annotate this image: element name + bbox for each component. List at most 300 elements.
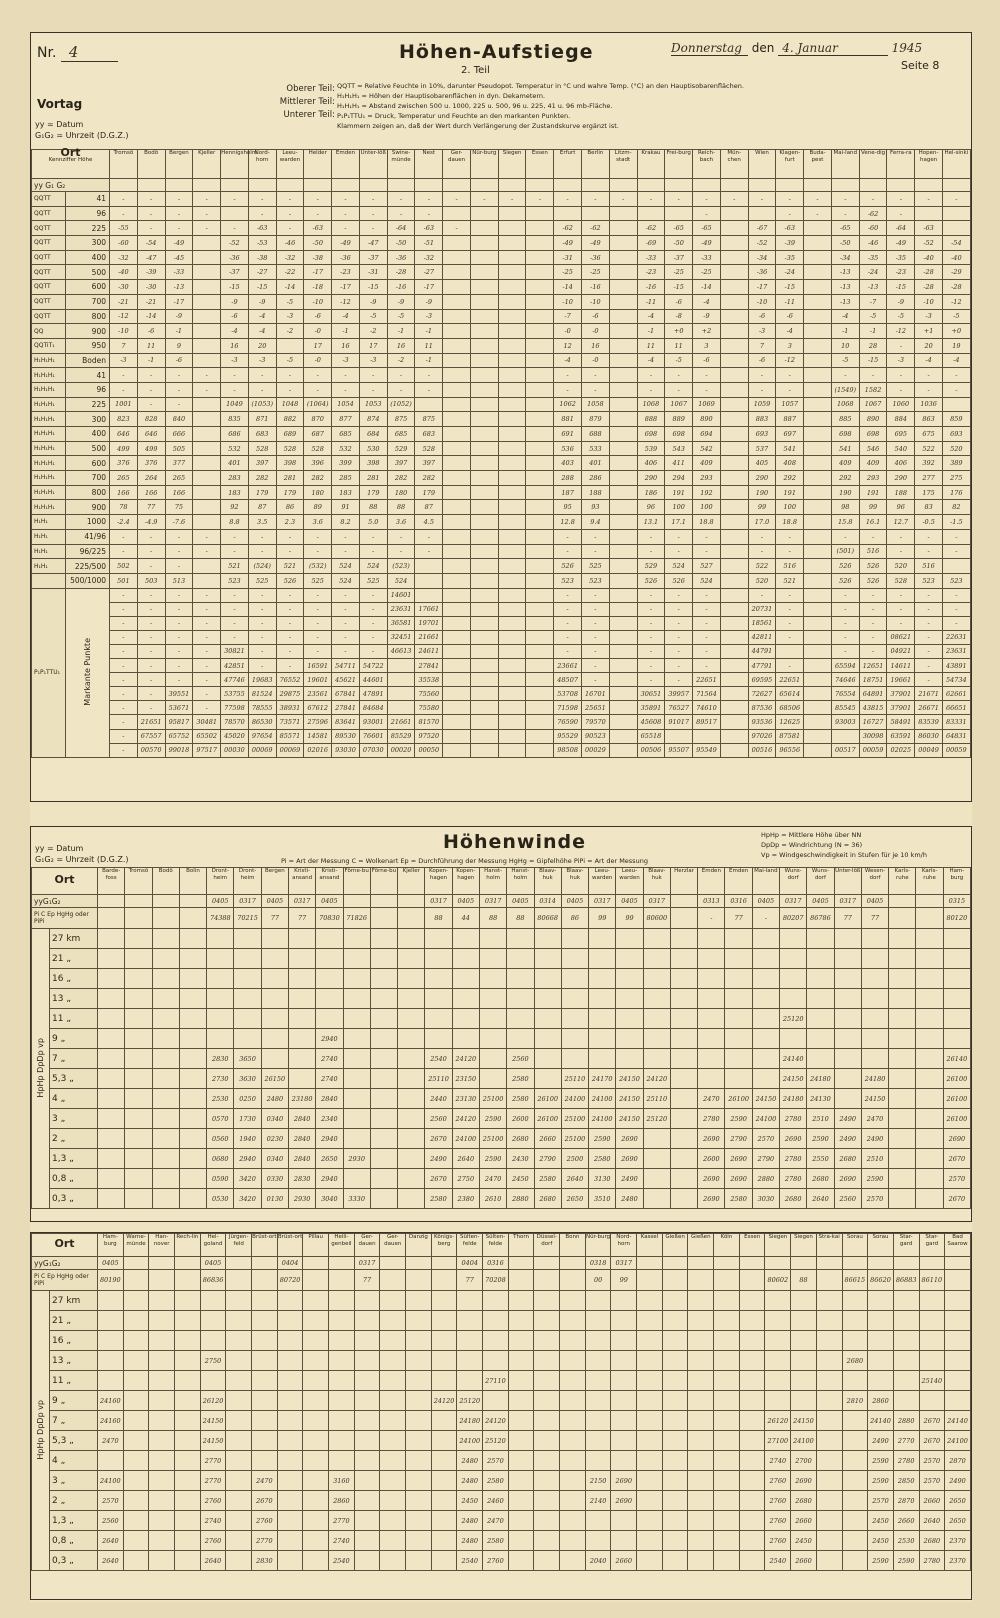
table-cell: 683 bbox=[415, 427, 443, 442]
table-cell: - bbox=[887, 192, 915, 207]
markante-cell bbox=[526, 673, 554, 687]
winde1-station-header: Wesen-dorf bbox=[861, 868, 888, 895]
winde1-pi-cell: 77 bbox=[288, 908, 315, 929]
winde2-wind-cell bbox=[123, 1331, 149, 1351]
markante-cell: - bbox=[304, 588, 332, 602]
table-cell: 546 bbox=[859, 441, 887, 456]
markante-cell bbox=[387, 659, 415, 673]
markante-row bbox=[32, 588, 971, 602]
markante-cell bbox=[609, 616, 637, 630]
table-cell: - bbox=[137, 221, 165, 236]
table-cell: 12.7 bbox=[887, 515, 915, 530]
table-cell: - bbox=[221, 368, 249, 383]
winde1-wind-cell: 2840 bbox=[316, 1089, 343, 1109]
winde2-wind-cell bbox=[483, 1291, 509, 1311]
winde1-wind-cell: 2450 bbox=[507, 1169, 534, 1189]
markante-cell: 45020 bbox=[221, 729, 249, 743]
table-cell: -60 bbox=[110, 236, 138, 251]
table-cell: -3 bbox=[915, 309, 943, 324]
winde2-pi-cell bbox=[714, 1270, 740, 1291]
winde2-wind-cell bbox=[739, 1491, 765, 1511]
winde1-wind-cell bbox=[398, 1029, 425, 1049]
winde1-level-label: 3 „ bbox=[50, 1109, 98, 1129]
markante-cell: - bbox=[637, 659, 665, 673]
table-cell: 840 bbox=[165, 412, 193, 427]
winde2-wind-cell: 27110 bbox=[483, 1371, 509, 1391]
winde2-station-header: Star-gard bbox=[919, 1234, 945, 1257]
winde2-wind-cell bbox=[380, 1351, 406, 1371]
table-cell: - bbox=[859, 192, 887, 207]
table-cell: -33 bbox=[637, 250, 665, 265]
winde2-wind-cell bbox=[329, 1451, 355, 1471]
table-cell bbox=[470, 280, 498, 295]
winde1-wind-cell bbox=[861, 929, 888, 949]
table-cell: -3 bbox=[221, 353, 249, 368]
table-cell: - bbox=[387, 529, 415, 544]
winde2-wind-cell bbox=[508, 1371, 534, 1391]
winde1-wind-cell bbox=[752, 949, 779, 969]
winde1-wind-cell bbox=[616, 969, 643, 989]
winde1-wind-cell bbox=[752, 1009, 779, 1029]
table-cell: 408 bbox=[776, 456, 804, 471]
winde1-wind-cell bbox=[152, 1069, 179, 1089]
table-cell bbox=[665, 206, 693, 221]
winde2-wind-cell bbox=[739, 1391, 765, 1411]
winde2-time-cell bbox=[688, 1257, 714, 1270]
table-cell: 528 bbox=[415, 441, 443, 456]
winde2-level-row bbox=[32, 1551, 971, 1571]
table-cell bbox=[804, 265, 832, 280]
table-cell: -12 bbox=[776, 353, 804, 368]
winde1-wind-cell bbox=[861, 989, 888, 1009]
winde2-wind-cell bbox=[611, 1291, 637, 1311]
station-header: Tromsö bbox=[110, 150, 138, 179]
winde2-wind-cell bbox=[406, 1291, 432, 1311]
winde1-wind-cell bbox=[479, 989, 506, 1009]
markante-cell bbox=[804, 616, 832, 630]
table-cell bbox=[470, 412, 498, 427]
winde1-wind-cell: 2470 bbox=[861, 1109, 888, 1129]
table-cell: 285 bbox=[332, 471, 360, 486]
station-header: Mai-land bbox=[831, 150, 859, 179]
table-cell: 192 bbox=[693, 485, 721, 500]
winde1-wind-cell bbox=[370, 929, 397, 949]
row-group-label: H₁H₁H₁ bbox=[32, 353, 66, 368]
winde1-station-header: Emden bbox=[698, 868, 725, 895]
table-cell: 17.0 bbox=[748, 515, 776, 530]
table-cell: - bbox=[859, 368, 887, 383]
markante-cell: - bbox=[776, 659, 804, 673]
table-cell: 502 bbox=[110, 559, 138, 574]
markante-cell: 86530 bbox=[248, 715, 276, 729]
table-cell bbox=[609, 309, 637, 324]
table-cell: 530 bbox=[359, 441, 387, 456]
winde1-station-header: Kristi-ansand bbox=[316, 868, 343, 895]
winde2-wind-cell bbox=[329, 1311, 355, 1331]
table-cell bbox=[498, 471, 526, 486]
table-cell: 397 bbox=[248, 456, 276, 471]
winde2-wind-cell bbox=[508, 1491, 534, 1511]
winde1-wind-cell bbox=[343, 1129, 370, 1149]
winde1-wind-cell bbox=[916, 929, 943, 949]
table-cell: - bbox=[110, 206, 138, 221]
markante-cell: 86030 bbox=[915, 729, 943, 743]
winde2-wind-cell bbox=[123, 1431, 149, 1451]
markante-cell: - bbox=[276, 588, 304, 602]
winde1-time-cell: 0317 bbox=[234, 895, 261, 908]
winde1-wind-cell: 23150 bbox=[452, 1069, 479, 1089]
markante-row bbox=[32, 630, 971, 644]
markante-cell: 91017 bbox=[665, 715, 693, 729]
table-cell bbox=[720, 485, 748, 500]
winde1-wind-cell bbox=[234, 1009, 261, 1029]
markante-cell bbox=[609, 701, 637, 715]
winde1-wind-cell bbox=[425, 929, 452, 949]
markante-cell: - bbox=[693, 644, 721, 658]
table-cell: -1 bbox=[387, 324, 415, 339]
table-cell: 16.1 bbox=[859, 515, 887, 530]
winde1-wind-cell bbox=[98, 929, 125, 949]
winde2-wind-cell bbox=[123, 1291, 149, 1311]
markante-cell bbox=[526, 602, 554, 616]
markante-cell: 21671 bbox=[915, 687, 943, 701]
winde1-wind-cell: 2690 bbox=[780, 1129, 807, 1149]
table-cell bbox=[498, 544, 526, 559]
table-cell: 11 bbox=[137, 338, 165, 353]
winde1-wind-cell bbox=[370, 1109, 397, 1129]
winde1-wind-cell: 24150 bbox=[780, 1069, 807, 1089]
markante-cell bbox=[498, 659, 526, 673]
page-number: Seite 8 bbox=[901, 59, 940, 72]
winde2-wind-cell bbox=[560, 1511, 586, 1531]
winde1-wind-cell bbox=[698, 1069, 725, 1089]
table-cell: 505 bbox=[165, 441, 193, 456]
table-cell: 292 bbox=[831, 471, 859, 486]
table-cell: 1069 bbox=[693, 397, 721, 412]
winde1-wind-cell bbox=[670, 949, 697, 969]
markante-cell: - bbox=[554, 630, 582, 644]
markante-cell: - bbox=[887, 616, 915, 630]
winde2-wind-cell bbox=[791, 1311, 817, 1331]
markante-cell: 48507 bbox=[554, 673, 582, 687]
markante-cell: - bbox=[554, 644, 582, 658]
winde1-wind-cell: 2780 bbox=[698, 1109, 725, 1129]
winde1-wind-cell bbox=[398, 1129, 425, 1149]
winde1-wind-cell bbox=[152, 1009, 179, 1029]
markante-cell: 00029 bbox=[582, 743, 610, 757]
winde2-wind-cell bbox=[842, 1451, 868, 1471]
table-cell: 524 bbox=[332, 559, 360, 574]
table-cell bbox=[804, 529, 832, 544]
winde1-wind-cell bbox=[343, 1069, 370, 1089]
table-cell: - bbox=[693, 544, 721, 559]
table-cell: 377 bbox=[165, 456, 193, 471]
winde2-wind-cell bbox=[662, 1431, 688, 1451]
table-row bbox=[32, 382, 971, 397]
winde1-wind-cell: 2580 bbox=[725, 1189, 752, 1209]
winde1-wind-cell: 24130 bbox=[807, 1089, 834, 1109]
table-cell: 397 bbox=[415, 456, 443, 471]
table-cell: -64 bbox=[387, 221, 415, 236]
winde2-wind-cell bbox=[508, 1411, 534, 1431]
winde2-wind-cell bbox=[149, 1351, 175, 1371]
winde1-wind-cell: 2580 bbox=[425, 1189, 452, 1209]
markante-cell: - bbox=[248, 630, 276, 644]
station-header: Mün-chen bbox=[720, 150, 748, 179]
table-cell: - bbox=[193, 206, 221, 221]
winde1-pi-cell bbox=[179, 908, 206, 929]
winde1-wind-cell bbox=[398, 1089, 425, 1109]
markante-cell: 43815 bbox=[859, 701, 887, 715]
table-cell bbox=[720, 529, 748, 544]
winde2-wind-cell bbox=[534, 1431, 560, 1451]
winde2-pi-cell: 99 bbox=[611, 1270, 637, 1291]
table-cell bbox=[804, 412, 832, 427]
markante-cell: 89517 bbox=[693, 715, 721, 729]
table-cell: 522 bbox=[748, 559, 776, 574]
markante-cell: - bbox=[221, 588, 249, 602]
winde1-wind-cell bbox=[534, 969, 561, 989]
table-cell bbox=[526, 250, 554, 265]
table-cell: 693 bbox=[748, 427, 776, 442]
winde1-station-header: Emden bbox=[725, 868, 752, 895]
winde2-wind-cell: 2660 bbox=[791, 1551, 817, 1571]
table-cell: - bbox=[137, 192, 165, 207]
winde2-wind-cell bbox=[688, 1291, 714, 1311]
table-cell: 91 bbox=[332, 500, 360, 515]
winde2-wind-cell bbox=[637, 1471, 663, 1491]
table-cell: 275 bbox=[942, 471, 970, 486]
station-header: Essen bbox=[526, 150, 554, 179]
markante-cell bbox=[498, 602, 526, 616]
winde2-wind-cell: 2140 bbox=[585, 1491, 611, 1511]
winde1-level-label: 9 „ bbox=[50, 1029, 98, 1049]
markante-cell: - bbox=[554, 588, 582, 602]
winde2-wind-cell bbox=[611, 1331, 637, 1351]
hoehenwinde-panel bbox=[30, 826, 972, 1222]
winde2-time-cell bbox=[662, 1257, 688, 1270]
table-cell: 282 bbox=[387, 471, 415, 486]
winde2-wind-cell bbox=[662, 1531, 688, 1551]
table-cell: -38 bbox=[304, 250, 332, 265]
markante-cell: 14611 bbox=[887, 659, 915, 673]
table-cell bbox=[609, 441, 637, 456]
table-cell: -16 bbox=[582, 280, 610, 295]
table-cell bbox=[720, 353, 748, 368]
winde2-wind-cell bbox=[508, 1531, 534, 1551]
markante-cell bbox=[609, 602, 637, 616]
winde1-wind-cell: 2790 bbox=[752, 1149, 779, 1169]
table-cell: -49 bbox=[887, 236, 915, 251]
winde2-wind-cell bbox=[354, 1331, 380, 1351]
winde1-level-row bbox=[32, 1049, 971, 1069]
winde2-wind-cell bbox=[739, 1531, 765, 1551]
table-cell: -47 bbox=[137, 250, 165, 265]
table-cell: 524 bbox=[332, 573, 360, 588]
winde2-level-row bbox=[32, 1511, 971, 1531]
table-cell: 75 bbox=[165, 500, 193, 515]
station-header: Nür-burg bbox=[470, 150, 498, 179]
markante-cell: 85529 bbox=[387, 729, 415, 743]
table-cell bbox=[609, 515, 637, 530]
table-cell bbox=[221, 206, 249, 221]
winde-title: Höhenwinde bbox=[443, 831, 586, 853]
winde2-level-row bbox=[32, 1451, 971, 1471]
table-cell: 529 bbox=[637, 559, 665, 574]
winde1-wind-cell: 25110 bbox=[561, 1069, 588, 1089]
winde2-wind-cell bbox=[688, 1411, 714, 1431]
markante-cell bbox=[720, 588, 748, 602]
winde2-wind-cell bbox=[354, 1431, 380, 1451]
markante-cell: 35891 bbox=[637, 701, 665, 715]
winde1-wind-cell bbox=[398, 1069, 425, 1089]
winde1-station-header: Unter-löß bbox=[834, 868, 861, 895]
table-cell bbox=[470, 441, 498, 456]
table-cell bbox=[498, 485, 526, 500]
markante-cell: - bbox=[665, 616, 693, 630]
table-cell: -51 bbox=[415, 236, 443, 251]
markante-cell: 12651 bbox=[859, 659, 887, 673]
winde1-wind-cell bbox=[398, 1149, 425, 1169]
table-cell: - bbox=[720, 192, 748, 207]
markante-label bbox=[66, 588, 110, 757]
table-cell bbox=[804, 573, 832, 588]
winde2-wind-cell bbox=[149, 1551, 175, 1571]
winde1-wind-cell bbox=[343, 969, 370, 989]
winde1-wind-cell bbox=[179, 1089, 206, 1109]
table-cell: - bbox=[582, 529, 610, 544]
row-level-label: 600 bbox=[66, 456, 110, 471]
winde2-time-cell bbox=[714, 1257, 740, 1270]
table-cell bbox=[470, 485, 498, 500]
winde1-wind-cell bbox=[534, 989, 561, 1009]
winde2-wind-cell bbox=[765, 1311, 791, 1331]
winde2-wind-cell: 2770 bbox=[252, 1531, 278, 1551]
winde1-wind-cell bbox=[561, 989, 588, 1009]
markante-cell: 67841 bbox=[332, 687, 360, 701]
winde2-wind-cell bbox=[149, 1291, 175, 1311]
table-cell: -25 bbox=[582, 265, 610, 280]
teil-labels bbox=[257, 83, 335, 122]
table-cell: 528 bbox=[887, 573, 915, 588]
winde1-pi-cell bbox=[370, 908, 397, 929]
winde1-station-header: Wuns-dorf bbox=[780, 868, 807, 895]
winde1-wind-cell: 3510 bbox=[589, 1189, 616, 1209]
table-cell: -15 bbox=[665, 280, 693, 295]
winde1-wind-cell: 2590 bbox=[725, 1109, 752, 1129]
table-cell: -33 bbox=[693, 250, 721, 265]
table-cell: 885 bbox=[831, 412, 859, 427]
winde1-wind-cell: 2780 bbox=[780, 1149, 807, 1169]
winde2-wind-cell bbox=[354, 1551, 380, 1571]
table-cell bbox=[443, 441, 471, 456]
winde2-wind-cell bbox=[457, 1311, 483, 1331]
winde1-wind-cell bbox=[889, 1049, 916, 1069]
markante-cell: 65752 bbox=[165, 729, 193, 743]
winde1-wind-cell bbox=[398, 989, 425, 1009]
winde1-wind-cell bbox=[343, 1109, 370, 1129]
winde2-wind-cell bbox=[739, 1431, 765, 1451]
table-cell bbox=[470, 338, 498, 353]
markante-cell: - bbox=[304, 644, 332, 658]
table-cell: - bbox=[110, 544, 138, 559]
table-cell bbox=[193, 265, 221, 280]
table-cell: 539 bbox=[637, 441, 665, 456]
markante-cell: 96556 bbox=[776, 743, 804, 757]
time-cell bbox=[554, 179, 582, 192]
winde1-wind-cell: 2380 bbox=[452, 1189, 479, 1209]
winde1-wind-cell bbox=[261, 1009, 288, 1029]
markante-cell bbox=[443, 644, 471, 658]
markante-cell: 93001 bbox=[359, 715, 387, 729]
winde2-wind-cell bbox=[329, 1411, 355, 1431]
winde1-time-cell: 0405 bbox=[316, 895, 343, 908]
markante-cell: - bbox=[776, 616, 804, 630]
markante-cell: 22651 bbox=[776, 673, 804, 687]
markante-cell: - bbox=[915, 659, 943, 673]
winde2-wind-cell bbox=[637, 1511, 663, 1531]
markante-cell: - bbox=[110, 743, 138, 757]
winde2-wind-cell bbox=[175, 1471, 201, 1491]
winde2-wind-cell: 2760 bbox=[765, 1531, 791, 1551]
winde2-wind-cell bbox=[226, 1351, 252, 1371]
winde2-pi-cell bbox=[149, 1270, 175, 1291]
table-cell: - bbox=[859, 529, 887, 544]
table-cell: 874 bbox=[359, 412, 387, 427]
winde1-wind-cell: 2530 bbox=[207, 1089, 234, 1109]
winde1-pi-label: Pi C Ep HgHg oder PiPi bbox=[32, 908, 98, 929]
table-cell: 78 bbox=[110, 500, 138, 515]
winde1-wind-cell bbox=[834, 1089, 861, 1109]
winde2-wind-cell: 2590 bbox=[868, 1471, 894, 1491]
markante-cell: - bbox=[304, 630, 332, 644]
winde1-wind-cell bbox=[452, 1009, 479, 1029]
table-cell: -24 bbox=[776, 265, 804, 280]
table-cell bbox=[804, 559, 832, 574]
winde1-time-row bbox=[32, 895, 971, 908]
winde1-wind-cell bbox=[616, 949, 643, 969]
table-cell: - bbox=[276, 382, 304, 397]
markante-cell: 00069 bbox=[248, 743, 276, 757]
winde1-wind-cell bbox=[889, 1149, 916, 1169]
markante-cell: 74646 bbox=[831, 673, 859, 687]
table-cell: 398 bbox=[359, 456, 387, 471]
winde2-wind-cell bbox=[175, 1291, 201, 1311]
winde1-wind-cell bbox=[425, 949, 452, 969]
winde1-wind-cell bbox=[725, 929, 752, 949]
markante-cell: 08621 bbox=[887, 630, 915, 644]
table-cell: 17 bbox=[304, 338, 332, 353]
winde2-wind-cell bbox=[739, 1451, 765, 1471]
table-cell: 525 bbox=[582, 559, 610, 574]
table-cell: 524 bbox=[693, 573, 721, 588]
winde2-wind-cell: 2040 bbox=[585, 1551, 611, 1571]
table-cell: - bbox=[665, 382, 693, 397]
winde1-wind-cell bbox=[370, 1069, 397, 1089]
table-cell bbox=[193, 294, 221, 309]
table-cell: - bbox=[693, 192, 721, 207]
winde2-wind-cell: 2760 bbox=[765, 1471, 791, 1491]
winde1-wind-cell: 24150 bbox=[752, 1089, 779, 1109]
winde1-time-cell: 0317 bbox=[589, 895, 616, 908]
table-cell: 890 bbox=[859, 412, 887, 427]
winde1-wind-cell bbox=[288, 1029, 315, 1049]
winde2-wind-cell bbox=[175, 1511, 201, 1531]
winde1-time-cell: 0317 bbox=[479, 895, 506, 908]
table-cell: -0 bbox=[582, 324, 610, 339]
markante-cell: 20731 bbox=[748, 602, 776, 616]
table-cell: 543 bbox=[665, 441, 693, 456]
